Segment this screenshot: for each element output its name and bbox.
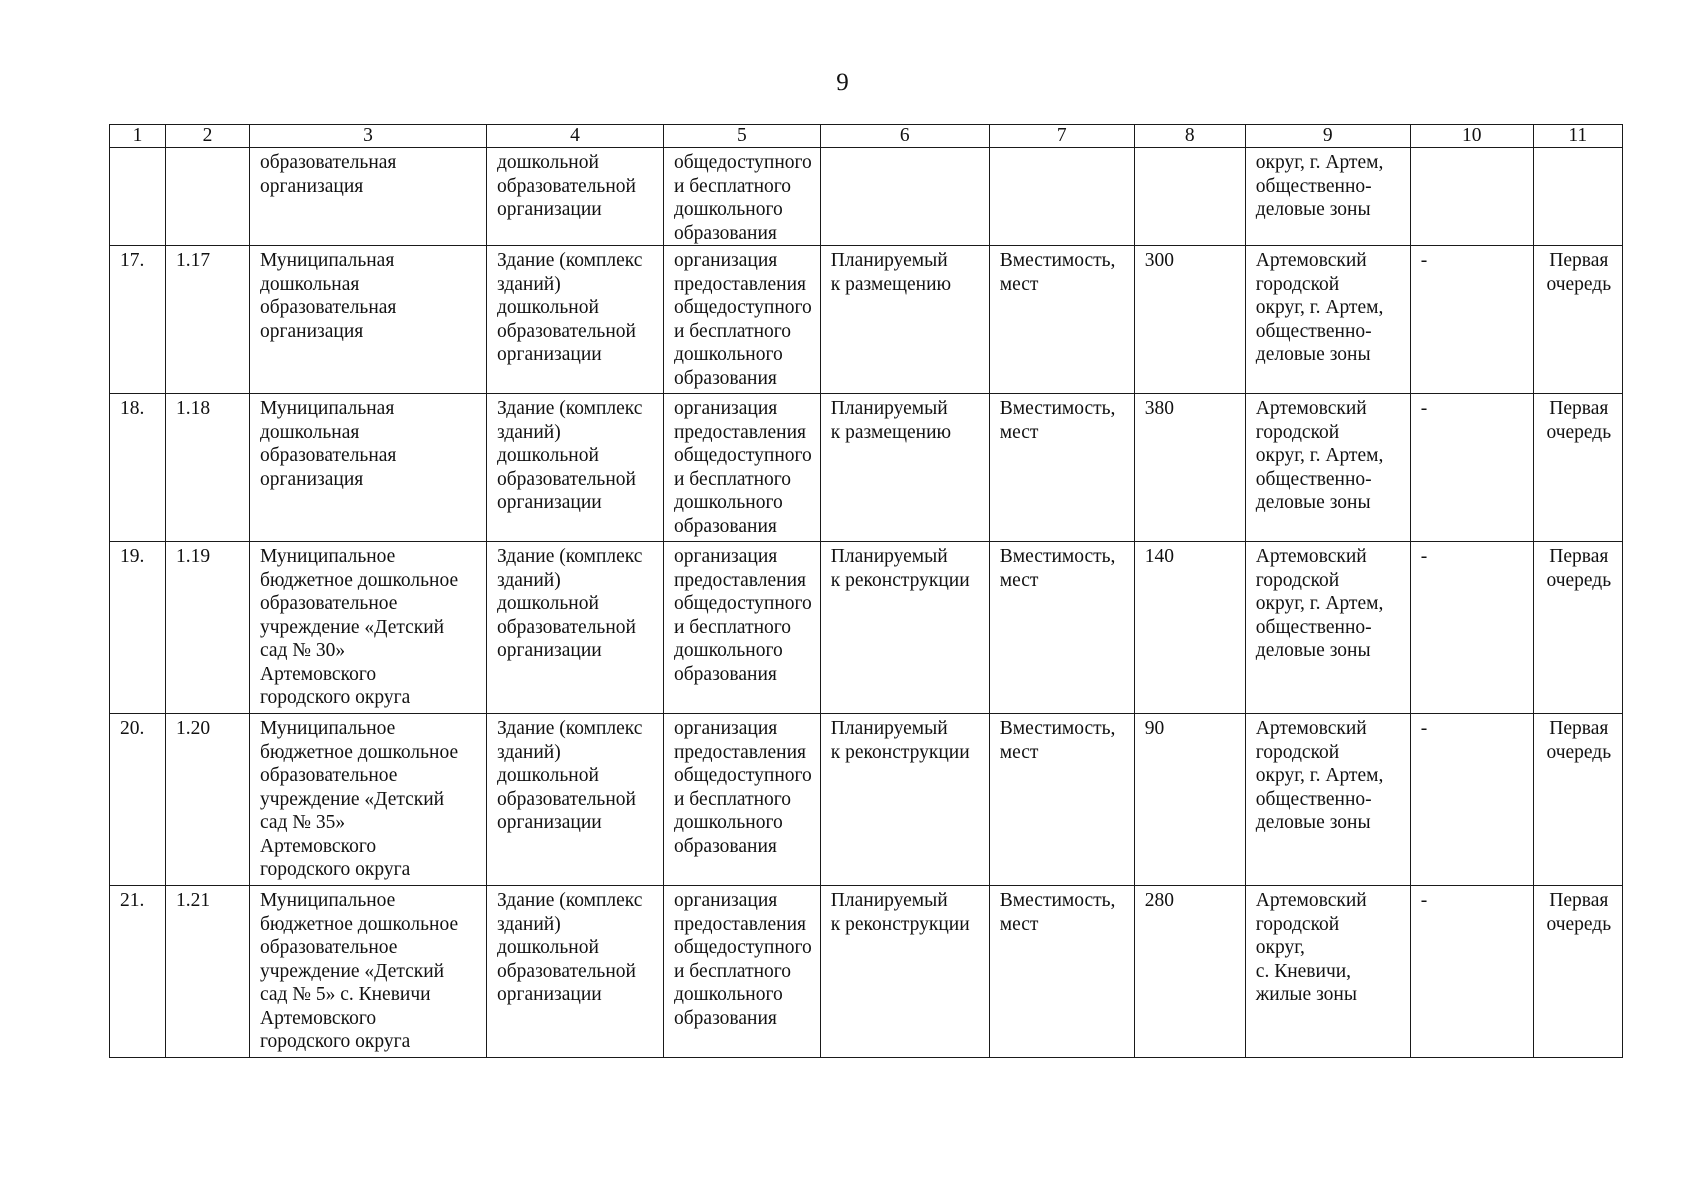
cell-code: 1.18 [166,394,250,542]
header-col-5: 5 [664,125,821,148]
cell-queue: Первая очередь [1533,714,1622,886]
cell-name: Муниципальное бюджетное дошкольное образовательное учреждение «Детский сад № 5» с. Кневичи Артемовского городского округа [250,886,487,1058]
header-col-2: 2 [166,125,250,148]
cell-characteristic: Вместимость, мест [989,246,1134,394]
cell-queue [1533,148,1622,246]
cell-number: 21. [110,886,166,1058]
cell-status: Планируемый к реконструкции [820,714,989,886]
cell-queue: Первая очередь [1533,246,1622,394]
cell-number: 17. [110,246,166,394]
cell-zone: - [1410,394,1533,542]
cell-location: Артемовский городской округ, г. Артем, общественно- деловые зоны [1245,246,1410,394]
cell-code: 1.19 [166,542,250,714]
header-col-10: 10 [1410,125,1533,148]
header-col-11: 11 [1533,125,1622,148]
cell-object: Здание (комплекс зданий) дошкольной образовательной организации [487,714,664,886]
header-col-6: 6 [820,125,989,148]
cell-value: 300 [1134,246,1245,394]
cell-purpose: общедоступного и бесплатного дошкольного образования [664,148,821,246]
header-col-9: 9 [1245,125,1410,148]
cell-purpose: организация предоставления общедоступного и бесплатного дошкольного образования [664,394,821,542]
cell-characteristic: Вместимость, мест [989,714,1134,886]
cell-value: 380 [1134,394,1245,542]
table-row [110,246,1623,394]
table-row [110,886,1623,1058]
cell-object: дошкольной образовательной организации [487,148,664,246]
page-number: 9 [836,69,849,96]
cell-location: Артемовский городской округ, с. Кневичи, жилые зоны [1245,886,1410,1058]
header-col-1: 1 [110,125,166,148]
cell-number: 18. [110,394,166,542]
cell-code [166,148,250,246]
cell-number: 20. [110,714,166,886]
cell-code: 1.20 [166,714,250,886]
cell-name: Муниципальное бюджетное дошкольное образовательное учреждение «Детский сад № 30» Артемовского городского округа [250,542,487,714]
cell-name: Муниципальное бюджетное дошкольное образовательное учреждение «Детский сад № 35» Артемовского городского округа [250,714,487,886]
cell-location: округ, г. Артем, общественно- деловые зоны [1245,148,1410,246]
header-row [110,125,1623,148]
table-row [110,714,1623,886]
cell-value: 140 [1134,542,1245,714]
cell-zone: - [1410,886,1533,1058]
planning-objects-table [109,124,1623,1058]
cell-location: Артемовский городской округ, г. Артем, общественно- деловые зоны [1245,714,1410,886]
cell-zone: - [1410,714,1533,886]
cell-purpose: организация предоставления общедоступного и бесплатного дошкольного образования [664,246,821,394]
cell-name: Муниципальная дошкольная образовательная организация [250,246,487,394]
table-row-continuation [110,148,1623,246]
cell-characteristic: Вместимость, мест [989,886,1134,1058]
cell-status: Планируемый к реконструкции [820,542,989,714]
cell-location: Артемовский городской округ, г. Артем, общественно- деловые зоны [1245,542,1410,714]
cell-value [1134,148,1245,246]
cell-status: Планируемый к реконструкции [820,886,989,1058]
header-col-3: 3 [250,125,487,148]
cell-value: 90 [1134,714,1245,886]
cell-zone [1410,148,1533,246]
header-col-8: 8 [1134,125,1245,148]
cell-object: Здание (комплекс зданий) дошкольной образовательной организации [487,246,664,394]
cell-status [820,148,989,246]
cell-queue: Первая очередь [1533,394,1622,542]
cell-queue: Первая очередь [1533,886,1622,1058]
cell-code: 1.21 [166,886,250,1058]
table-row [110,542,1623,714]
header-col-7: 7 [989,125,1134,148]
cell-purpose: организация предоставления общедоступного и бесплатного дошкольного образования [664,886,821,1058]
cell-name: Муниципальная дошкольная образовательная организация [250,394,487,542]
cell-number: 19. [110,542,166,714]
cell-purpose: организация предоставления общедоступного и бесплатного дошкольного образования [664,542,821,714]
cell-location: Артемовский городской округ, г. Артем, общественно- деловые зоны [1245,394,1410,542]
cell-status: Планируемый к размещению [820,394,989,542]
cell-zone: - [1410,542,1533,714]
cell-code: 1.17 [166,246,250,394]
cell-characteristic [989,148,1134,246]
cell-name: образовательная организация [250,148,487,246]
cell-status: Планируемый к размещению [820,246,989,394]
cell-characteristic: Вместимость, мест [989,394,1134,542]
table-row [110,394,1623,542]
cell-object: Здание (комплекс зданий) дошкольной образовательной организации [487,886,664,1058]
cell-purpose: организация предоставления общедоступного и бесплатного дошкольного образования [664,714,821,886]
cell-queue: Первая очередь [1533,542,1622,714]
cell-object: Здание (комплекс зданий) дошкольной образовательной организации [487,542,664,714]
cell-zone: - [1410,246,1533,394]
header-col-4: 4 [487,125,664,148]
cell-characteristic: Вместимость, мест [989,542,1134,714]
cell-object: Здание (комплекс зданий) дошкольной образовательной организации [487,394,664,542]
cell-value: 280 [1134,886,1245,1058]
cell-number [110,148,166,246]
